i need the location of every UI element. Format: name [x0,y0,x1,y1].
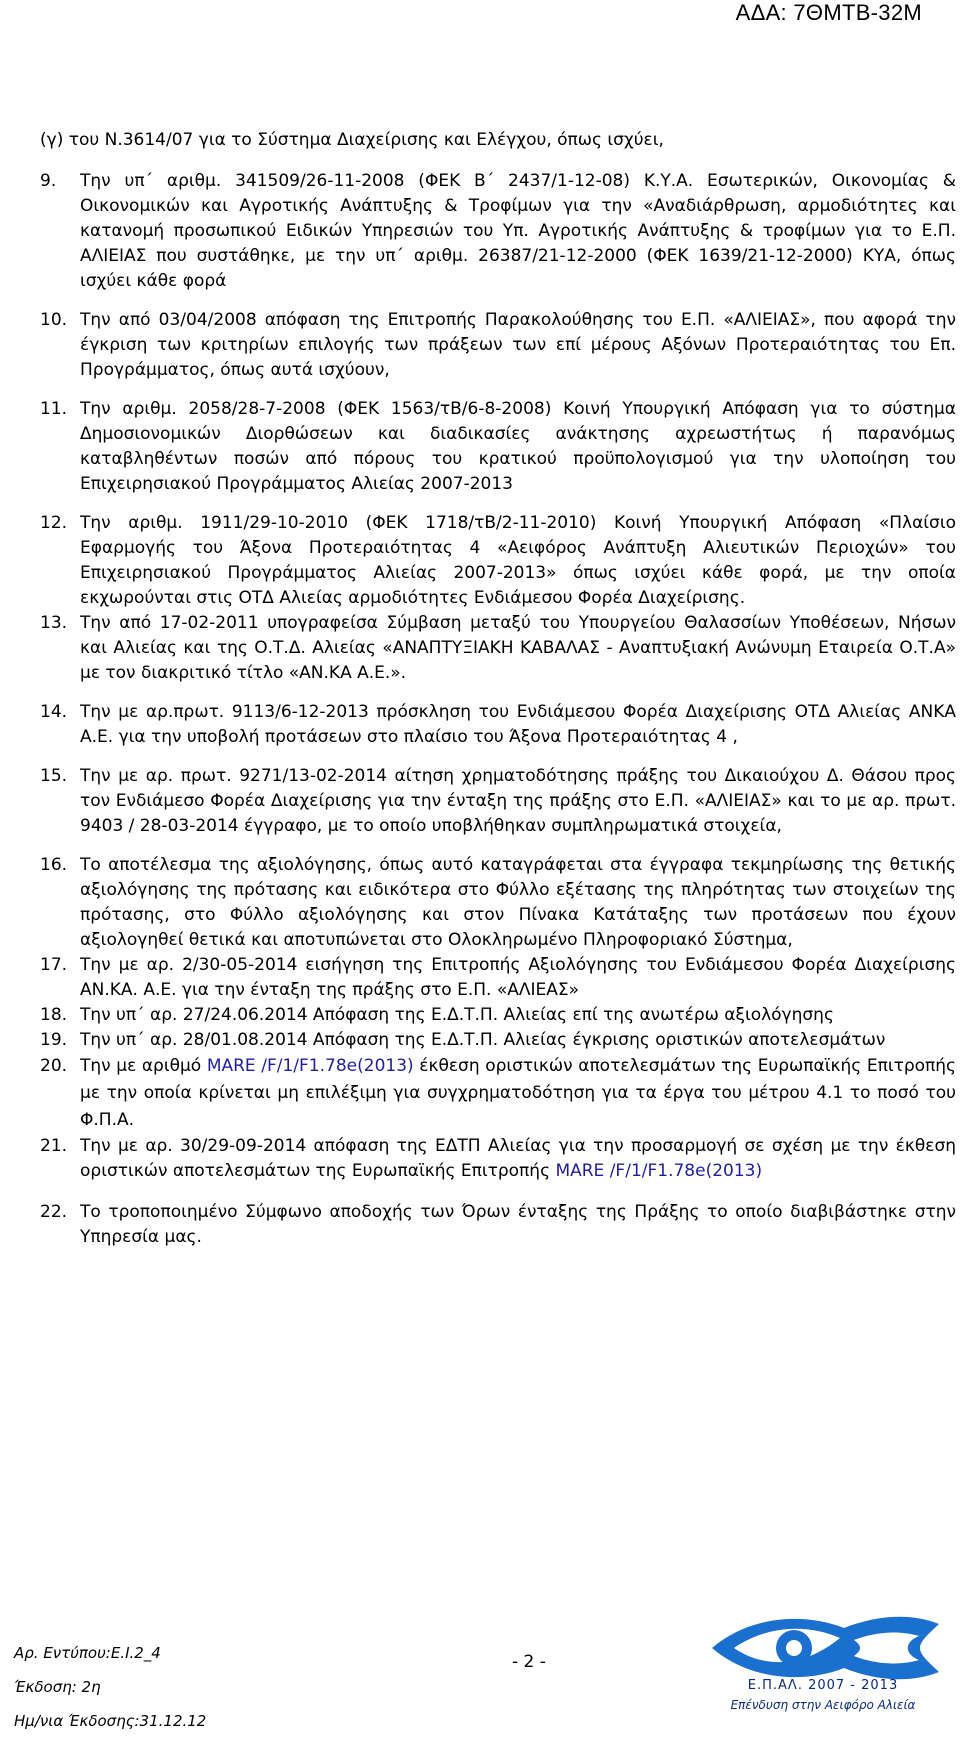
item-number: 15. [40,766,68,786]
item-text: Την αριθμ. 1911/29-10-2010 (ΦΕΚ 1718/τΒ/2-11-2010) Κοινή Υπουργική Απόφαση «Πλαίσιο Εφαρμογής του Άξονα Προτεραιότητας 4 «Αειφόρος Ανάπτυξη Αλιευτικών Περιοχών» του Επιχειρησιακού Προγράμματος Αλιείας 2007-2013» όπως ισχύει κάθε φορά, με την οποία εκχωρούνται στις ΟΤΔ Αλιείας αρμοδιότητες Ενδιάμεσου Φορέα Διαχείρισης. [80,513,956,608]
item-number: 22. [40,1202,68,1222]
list-item-9 [40,169,956,294]
item-number: 19. [40,1030,68,1050]
item-number: 20. [40,1056,68,1076]
item-number: 10. [40,310,68,330]
edition: Έκδοση: 2η [14,1678,101,1696]
item-number: 14. [40,702,68,722]
list-item-18 [40,1003,956,1028]
edition-date: Ημ/νια Έκδοσης:31.12.12 [14,1712,207,1730]
item-number: 16. [40,855,68,875]
list-item-20 [40,1053,956,1134]
item-text-pre: Την με αριθμό [80,1056,207,1076]
list-item-12 [40,511,956,611]
list-item-17 [40,953,956,1003]
intro-line: (γ) του Ν.3614/07 για το Σύστημα Διαχείρισης και Ελέγχου, όπως ισχύει, [40,130,664,150]
item-number: 13. [40,613,68,633]
item-number: 17. [40,955,68,975]
item-text: Την αριθμ. 2058/28-7-2008 (ΦΕΚ 1563/τΒ/6-8-2008) Κοινή Υπουργική Απόφαση για το σύστημα Δημοσιονομικών Διορθώσεων και διαδικασίες ανάκτησης αχρεωστήτως ή παρανόμως καταβληθέντων ποσών από πόρους του κρατικού προϋπολογισμού για την υλοποίηση του Επιχειρησιακού Προγράμματος Αλιείας 2007-2013 [80,399,956,494]
ada-header: ΑΔΑ: 7ΘΜΤΒ-32Μ [735,0,922,25]
item-text: Την με αρ.πρωτ. 9113/6-12-2013 πρόσκληση του Ενδιάμεσου Φορέα Διαχείρισης ΟΤΔ Αλιείας ΑΝΚΑ Α.Ε. για την υποβολή προτάσεων στο πλαίσιο του Άξονα Προτεραιότητας 4 , [80,702,956,747]
list-item-21 [40,1134,956,1184]
list-item-10 [40,308,956,383]
item-number: 9. [40,171,57,191]
document-body [40,128,956,1250]
item-text: Την υπ΄ αριθμ. 341509/26-11-2008 (ΦΕΚ Β΄ 2437/1-12-08) Κ.Υ.Α. Εσωτερικών, Οικονομίας & Οικονομικών και Αγροτικής Ανάπτυξης & Τροφίμων για την «Αναδιάρθρωση, αρμοδιότητες και κατανομή προσωπικού Ειδικών Υπηρεσιών του Υπ. Αγροτικής Ανάπτυξης & τροφίμων για το Ε.Π. ΑΛΙΕΙΑΣ που συστάθηκε, με την υπ΄ αριθμ. 26387/21-12-2000 (ΦΕΚ 1639/21-12-2000) ΚΥΑ, όπως ισχύει κάθε φορά [80,171,956,291]
item-number: 11. [40,399,68,419]
item-text: Το τροποποιημένο Σύμφωνο αποδοχής των Όρων ένταξης της Πράξης το οποίο διαβιβάστηκε στην Υπηρεσία μας. [80,1202,956,1247]
list-item-15 [40,764,956,839]
logo-title: Ε.Π.ΑΛ. 2007 - 2013 [747,1678,899,1693]
logo-tagline: Επένδυση στην Αειφόρο Αλιεία [730,1698,916,1712]
item-text: Την από 17-02-2011 υπογραφείσα Σύμβαση μεταξύ του Υπουργείου Θαλασσίων Υποθέσεων, Νήσων και Αλιείας και της Ο.Τ.Δ. Αλιείας «ΑΝΑΠΤΥΞΙΑΚΗ ΚΑΒΑΛΑΣ - Αναπτυξιακή Ανώνυμη Εταιρεία Ο.Τ.Α» με τον διακριτικό τίτλο «ΑΝ.ΚΑ Α.Ε.». [80,613,956,683]
mare-reference: MARE /F/1/F1.78e(2013) [555,1161,763,1181]
item-text: Την από 03/04/2008 απόφαση της Επιτροπής Παρακολούθησης του Ε.Π. «ΑΛΙΕΙΑΣ», που αφορά την έγκριση των κριτηρίων επιλογής των πράξεων των επί μέρους Αξόνων Προτεραιότητας του Επ. Προγράμματος, όπως αυτά ισχύουν, [80,310,956,380]
item-text: Την με αρ. 2/30-05-2014 εισήγηση της Επιτροπής Αξιολόγησης του Ενδιάμεσου Φορέα Διαχείρισης ΑΝ.ΚΑ. Α.Ε. για την ένταξη της πράξης στο Ε.Π. «ΑΛΙΕΑΣ» [80,955,956,1000]
list-item-13 [40,611,956,686]
list-item-11 [40,397,956,497]
mare-reference: MARE /F/1/F1.78e(2013) [206,1056,414,1076]
footer-info [14,1636,206,1738]
item-text: Το αποτέλεσμα της αξιολόγησης, όπως αυτό καταγράφεται στα έγγραφα τεκμηρίωσης της θετικής αξιολόγησης της πρότασης και ειδικότερα στο Φύλλο εξέτασης της πληρότητας των στοιχείων της πρότασης, στο Φύλλο αξιολόγησης και στον Πίνακα Κατάταξης των προτάσεων που έχουν αξιολογηθεί θετικά και αποτυπώνεται στο Ολοκληρωμένο Πληροφοριακό Σύστημα, [80,855,956,950]
item-number: 21. [40,1136,68,1156]
page-number: - 2 - [512,1652,546,1672]
list-item-16 [40,853,956,953]
list-item-22 [40,1200,956,1250]
epal-logo [694,1610,952,1720]
list-item-14 [40,700,956,750]
item-text: Την με αρ. πρωτ. 9271/13-02-2014 αίτηση χρηματοδότησης πράξης του Δικαιούχου Δ. Θάσου προς τον Ενδιάμεσο Φορέα Διαχείρισης για την ένταξη της πράξης στο Ε.Π. «ΑΛΙΕΙΑΣ» και το με αρ. πρωτ. 9403 / 28-03-2014 έγγραφο, με το οποίο υποβλήθηκαν συμπληρωματικά στοιχεία, [80,766,956,836]
fish-eye-logo-icon [694,1610,952,1680]
item-text: Την υπ΄ αρ. 28/01.08.2014 Απόφαση της Ε.Δ.Τ.Π. Αλιείας έγκρισης οριστικών αποτελεσμάτων [80,1030,886,1050]
item-text-post: έκθεση οριστικών αποτελεσμάτων της Ευρωπαϊκής Επιτροπής με την οποία κρίνεται μη επιλέξιμη για συγχρηματοδότηση για τα έργα του μέτρου 4.1 το ποσό του Φ.Π.Α. [80,1056,956,1130]
item-number: 12. [40,513,68,533]
item-text-pre: Την με αρ. 30/29-09-2014 απόφαση της ΕΔΤΠ Αλιείας για την προσαρμογή σε σχέση με την έκθεση οριστικών αποτελεσμάτων της Ευρωπαϊκής Επιτροπής [80,1136,956,1181]
form-number: Αρ. Εντύπου:Ε.Ι.2_4 [14,1644,161,1662]
list-item-19 [40,1028,956,1053]
item-number: 18. [40,1005,68,1025]
item-text: Την υπ΄ αρ. 27/24.06.2014 Απόφαση της Ε.Δ.Τ.Π. Αλιείας επί της ανωτέρω αξιολόγησης [80,1005,834,1025]
